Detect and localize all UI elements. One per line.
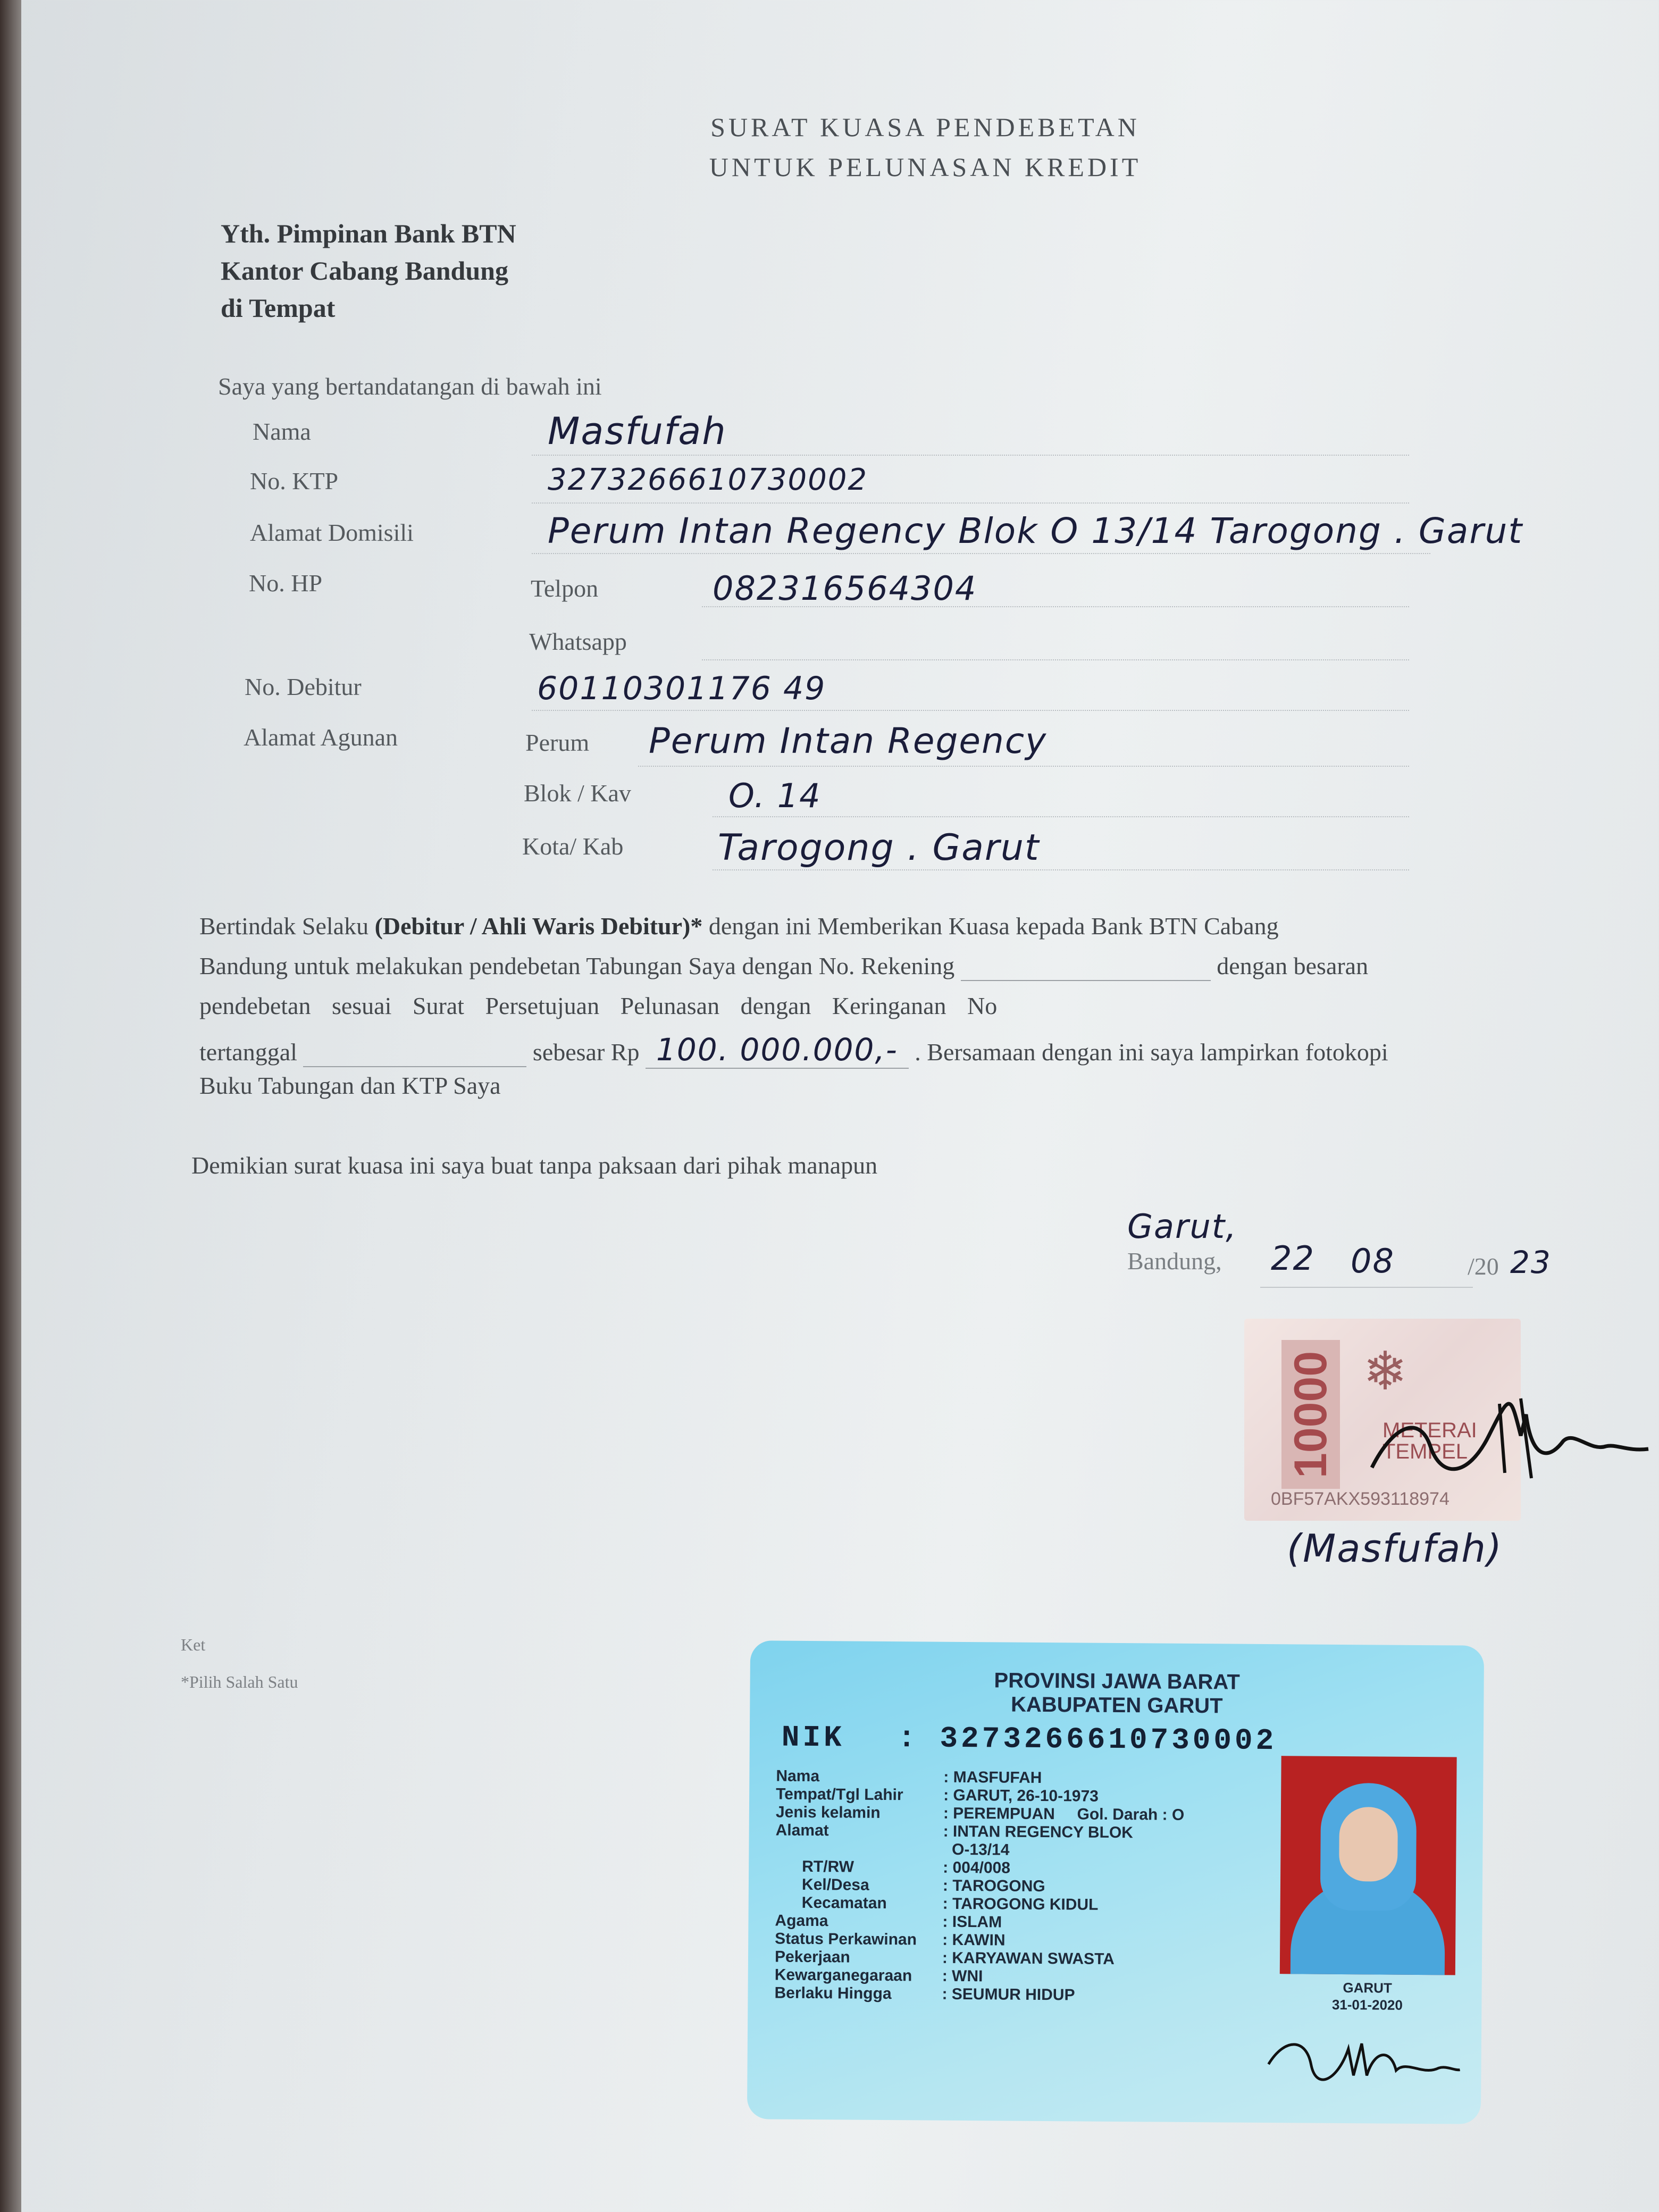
photo-face (1339, 1807, 1398, 1882)
ktp-field-row (775, 1859, 1010, 1876)
agunan-label: Alamat Agunan (244, 724, 398, 751)
ktp-field-key: Kecamatan (775, 1893, 887, 1912)
whatsapp-line (702, 659, 1409, 660)
signature-graphic (1361, 1382, 1659, 1499)
kota-line (713, 869, 1409, 870)
ktp-field-key: Kel/Desa (775, 1875, 869, 1894)
ktp-field-value: : KAWIN (942, 1931, 1006, 1949)
paragraph-line2 (199, 952, 1368, 981)
ktp-line (532, 502, 1409, 504)
ktp-regency: KABUPATEN GARUT (1010, 1692, 1223, 1718)
ktp-field-value: : GARUT, 26-10-1973 (943, 1786, 1099, 1805)
ktp-field-row (776, 1769, 1042, 1786)
tanggal-blank (303, 1038, 526, 1067)
ktp-field-key: Kewarganegaraan (774, 1966, 912, 1985)
ktp-field-value: O-13/14 (943, 1840, 1010, 1859)
ktp-field-row (776, 1805, 1185, 1823)
ktp-province: PROVINSI JAWA BARAT (994, 1669, 1240, 1694)
ktp-field-key: Berlaku Hingga (774, 1984, 892, 2003)
ktp-label: No. KTP (250, 467, 339, 495)
paragraph-text: Bandung untuk melakukan pendebetan Tabungan Saya dengan No. Rekening (199, 952, 955, 979)
hp-label: No. HP (249, 569, 323, 597)
letter-title-line2: UNTUK PELUNASAN KREDIT (709, 152, 1142, 182)
date-line (1260, 1287, 1473, 1288)
date-year-prefix: /20 (1468, 1253, 1499, 1280)
closing-text: Demikian surat kuasa ini saya buat tanpa paksaan dari pihak manapun (191, 1152, 878, 1179)
ktp-field-row (775, 1931, 1006, 1949)
ktp-value: 3273266610730002 (548, 463, 868, 497)
telpon-line (702, 606, 1409, 607)
paragraph-text: Bertindak Selaku (199, 912, 375, 940)
ktp-field-value: : MASFUFAH (943, 1768, 1042, 1787)
stamp-value: 10000 (1281, 1340, 1340, 1489)
ktp-field-row (775, 1895, 1099, 1913)
ktp-nik-value: : 3273266610730002 (898, 1721, 1277, 1758)
paragraph-text: dengan ini Memberikan Kuasa kepada Bank BTN Cabang (702, 912, 1279, 940)
ktp-field-value: : 004/008 (943, 1858, 1011, 1877)
ktp-field-value: : SEUMUR HIDUP (942, 1985, 1075, 2004)
nama-value: Masfufah (548, 409, 727, 453)
paragraph-line5: Buku Tabungan dan KTP Saya (199, 1072, 501, 1099)
ktp-field-row (775, 1913, 1002, 1931)
ktp-field-value: : WNI (942, 1967, 983, 1985)
paragraph-line4 (199, 1032, 1388, 1069)
amount-value: 100. 000.000,- (646, 1032, 909, 1069)
ktp-field-value: : ISLAM (942, 1913, 1002, 1931)
addressee-line3: di Tempat (221, 293, 336, 323)
paragraph-line1 (199, 912, 1279, 940)
stamp-serial: 0BF57AKX593118974 (1271, 1489, 1449, 1509)
ktp-field-value: : KARYAWAN SWASTA (942, 1949, 1115, 1968)
ktp-issue-date: 31-01-2020 (1331, 1996, 1403, 2013)
ktp-field-key: Pekerjaan (774, 1948, 850, 1966)
garuda-emblem-icon: ❄ (1363, 1342, 1407, 1401)
alamat-line (532, 553, 1430, 554)
notes-ket: Ket (181, 1635, 206, 1654)
ktp-id-card (747, 1640, 1484, 2124)
blok-line (713, 816, 1409, 817)
ktp-nik-label: NIK (781, 1720, 845, 1755)
ktp-field-key: RT/RW (775, 1857, 854, 1876)
ktp-field-value: : INTAN REGENCY BLOK (943, 1822, 1134, 1842)
ktp-nik (782, 1721, 1277, 1758)
nama-line (532, 455, 1409, 456)
blok-value: O. 14 (728, 776, 822, 815)
telpon-label: Telpon (531, 575, 599, 602)
rekening-blank (961, 952, 1211, 981)
ktp-field-value: : TAROGONG KIDUL (942, 1895, 1099, 1914)
ktp-field-row (776, 1823, 1133, 1841)
ktp-field-key: Jenis kelamin (775, 1803, 881, 1822)
paragraph-text: dengan besaran (1217, 952, 1369, 979)
nama-label: Nama (253, 418, 311, 445)
paragraph-text: sebesar Rp (532, 1038, 640, 1066)
ktp-field-row (775, 1877, 1045, 1895)
ktp-field-row (775, 1967, 983, 1985)
paragraph-text: . Bersamaan dengan ini saya lampirkan fotokopi (915, 1038, 1388, 1066)
perum-line (638, 766, 1409, 767)
debitur-line (532, 710, 1409, 711)
ktp-field-key: Status Perkawinan (775, 1930, 917, 1949)
addressee-line2: Kantor Cabang Bandung (221, 256, 508, 286)
ktp-field-value: : TAROGONG (942, 1876, 1045, 1896)
letter-title-line1: SURAT KUASA PENDEBETAN (710, 112, 1140, 142)
whatsapp-label: Whatsapp (529, 628, 627, 655)
debitur-value: 60110301176 49 (537, 670, 826, 707)
paragraph-text: pendebetan sesuai Surat Persetujuan Pelunasan dengan Keringanan No (199, 992, 998, 1019)
paragraph-role: (Debitur / Ahli Waris Debitur)* (374, 912, 703, 940)
addressee-line1: Yth. Pimpinan Bank BTN (221, 219, 516, 248)
date-place-handwritten: Garut, (1127, 1207, 1237, 1246)
ktp-photo (1280, 1756, 1457, 1975)
alamat-label: Alamat Domisili (250, 519, 414, 546)
ktp-field-key: Agama (775, 1912, 828, 1930)
ktp-field-key: Alamat (775, 1821, 829, 1840)
perum-label: Perum (525, 729, 590, 756)
alamat-value: Perum Intan Regency Blok O 13/14 Tarogong . Garut (548, 510, 1523, 551)
notes-pilih: *Pilih Salah Satu (181, 1672, 298, 1691)
paragraph-text: tertanggal (199, 1038, 297, 1066)
intro-text: Saya yang bertandatangan di bawah ini (218, 373, 602, 400)
telpon-value: 082316564304 (713, 569, 977, 608)
stamp-label2: TEMPEL (1382, 1440, 1468, 1463)
date-month: 08 (1351, 1242, 1395, 1280)
ktp-field-row (776, 1787, 1099, 1805)
debitur-label: No. Debitur (245, 673, 362, 700)
ktp-signature (1263, 2016, 1465, 2092)
ktp-field-key: Nama (776, 1767, 820, 1786)
date-year: 23 (1510, 1244, 1552, 1280)
date-place-printed: Bandung, (1127, 1247, 1222, 1275)
ktp-field-row (774, 1985, 1075, 2004)
ktp-issue-place: GARUT (1343, 1979, 1392, 1996)
perum-value: Perum Intan Regency (649, 720, 1048, 761)
ktp-field-key: Tempat/Tgl Lahir (776, 1785, 903, 1804)
stamp-label1: METERAI (1382, 1419, 1477, 1442)
ktp-field-row (775, 1841, 1009, 1858)
paragraph-line3 (199, 992, 997, 1020)
signer-name: (Masfufah) (1287, 1526, 1503, 1571)
ktp-field-value: : PEREMPUAN Gol. Darah : O (943, 1804, 1185, 1824)
ktp-field-key (775, 1854, 943, 1855)
kota-value: Tarogong . Garut (718, 827, 1040, 869)
kota-label: Kota/ Kab (522, 833, 624, 860)
blok-label: Blok / Kav (524, 780, 631, 807)
date-day: 22 (1271, 1239, 1315, 1278)
photo-background-edge (0, 0, 21, 2212)
ktp-field-row (775, 1949, 1115, 1967)
letter-page (21, 0, 1659, 2212)
